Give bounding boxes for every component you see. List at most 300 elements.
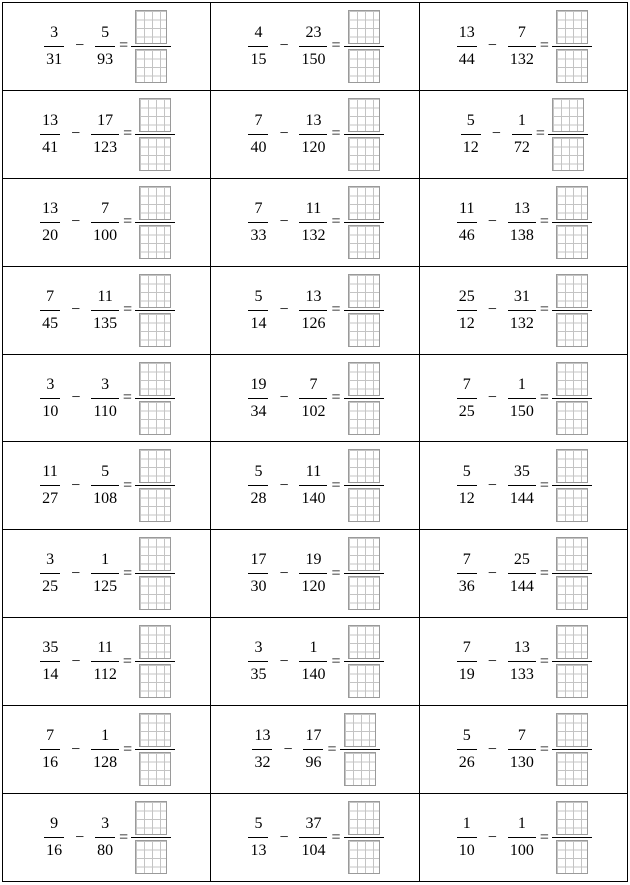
- first-denominator: 13: [250, 842, 267, 859]
- answer-denominator-grid[interactable]: [348, 137, 380, 171]
- second-numerator: 25: [513, 551, 530, 569]
- answer-numerator-grid[interactable]: [139, 449, 171, 483]
- answer-denominator-grid[interactable]: [139, 137, 171, 171]
- answer-fraction: [344, 362, 384, 435]
- second-numerator: 1: [101, 727, 110, 745]
- first-fraction: [248, 639, 268, 684]
- fraction-bar: [299, 573, 327, 574]
- first-numerator: 3: [46, 375, 55, 393]
- fraction-bar: [44, 837, 64, 838]
- answer-fraction-bar: [135, 398, 175, 399]
- second-fraction: [299, 112, 327, 157]
- answer-numerator-grid[interactable]: [139, 98, 171, 132]
- problem-cell: [419, 618, 627, 706]
- subtraction-problem: [3, 706, 210, 793]
- first-fraction: [248, 376, 268, 421]
- first-denominator: 28: [250, 490, 267, 508]
- first-numerator: 19: [250, 375, 267, 393]
- answer-numerator-grid[interactable]: [348, 362, 380, 396]
- second-denominator: 72: [513, 138, 530, 156]
- first-fraction: [248, 463, 268, 508]
- first-numerator: 5: [254, 815, 263, 832]
- answer-numerator-grid[interactable]: [556, 449, 588, 483]
- minus-sign: −: [283, 740, 293, 758]
- answer-numerator-grid[interactable]: [139, 625, 171, 659]
- answer-denominator-grid[interactable]: [552, 137, 584, 171]
- problem-cell: [211, 794, 419, 882]
- minus-sign: −: [279, 389, 289, 406]
- answer-fraction: [344, 449, 384, 522]
- answer-denominator-grid[interactable]: [139, 225, 171, 259]
- answer-fraction: [131, 10, 171, 83]
- fraction-bar: [508, 398, 536, 399]
- minus-sign: −: [279, 125, 289, 143]
- second-numerator: 37: [305, 815, 322, 832]
- answer-denominator-grid[interactable]: [556, 576, 588, 610]
- problem-row: [3, 178, 628, 266]
- answer-numerator-grid[interactable]: [139, 274, 171, 308]
- answer-denominator-grid[interactable]: [556, 49, 588, 83]
- subtraction-problem: [420, 618, 627, 705]
- answer-denominator-grid[interactable]: [139, 664, 171, 698]
- answer-denominator-grid[interactable]: [348, 225, 380, 259]
- first-numerator: 7: [462, 375, 471, 393]
- fraction-bar: [508, 837, 536, 838]
- answer-denominator-grid[interactable]: [135, 49, 167, 83]
- answer-fraction-bar: [552, 573, 592, 574]
- first-fraction: [457, 639, 477, 684]
- fraction-bar: [248, 573, 268, 574]
- equals-sign: =: [119, 828, 129, 846]
- answer-numerator-grid[interactable]: [556, 537, 588, 571]
- first-fraction: [457, 24, 477, 69]
- answer-fraction-bar: [344, 310, 384, 311]
- first-numerator: 3: [254, 639, 263, 657]
- answer-denominator-grid[interactable]: [556, 664, 588, 698]
- subtraction-problem: [420, 3, 627, 90]
- first-fraction: [457, 551, 477, 596]
- fraction-bar: [95, 837, 115, 838]
- answer-numerator-grid[interactable]: [348, 98, 380, 132]
- second-numerator: 7: [517, 727, 526, 745]
- answer-numerator-grid[interactable]: [139, 713, 171, 747]
- second-numerator: 13: [305, 111, 322, 129]
- equals-sign: =: [123, 564, 133, 582]
- second-fraction: [508, 376, 536, 421]
- answer-denominator-grid[interactable]: [556, 225, 588, 259]
- first-fraction: [248, 288, 268, 333]
- problem-cell: [419, 442, 627, 530]
- answer-numerator-grid[interactable]: [344, 713, 376, 747]
- equals-sign: =: [535, 125, 545, 143]
- second-fraction: [91, 112, 119, 157]
- answer-denominator-grid[interactable]: [348, 49, 380, 83]
- first-numerator: 7: [46, 287, 55, 305]
- problem-cell: [211, 3, 419, 91]
- answer-numerator-grid[interactable]: [556, 274, 588, 308]
- fraction-bar: [40, 749, 60, 750]
- second-fraction: [508, 288, 536, 333]
- answer-fraction-bar: [552, 222, 592, 223]
- answer-denominator-grid[interactable]: [556, 752, 588, 786]
- first-numerator: 1: [462, 815, 471, 832]
- equals-sign: =: [119, 37, 129, 55]
- first-denominator: 41: [42, 138, 59, 156]
- first-fraction: [44, 24, 64, 69]
- first-numerator: 7: [462, 551, 471, 569]
- problem-cell: [211, 90, 419, 178]
- answer-numerator-grid[interactable]: [556, 10, 588, 44]
- second-numerator: 7: [517, 23, 526, 41]
- answer-fraction: [552, 186, 592, 259]
- second-numerator: 1: [101, 551, 110, 569]
- fraction-bar: [248, 46, 268, 47]
- answer-denominator-grid[interactable]: [348, 576, 380, 610]
- second-fraction: [508, 463, 536, 508]
- first-fraction: [248, 24, 268, 69]
- first-fraction: [40, 639, 60, 684]
- second-fraction: [299, 376, 327, 421]
- minus-sign: −: [71, 740, 81, 758]
- fraction-bar: [40, 573, 60, 574]
- answer-denominator-grid[interactable]: [348, 401, 380, 435]
- minus-sign: −: [487, 476, 497, 494]
- second-numerator: 13: [513, 639, 530, 657]
- subtraction-problem: [3, 618, 210, 705]
- first-denominator: 40: [250, 138, 267, 156]
- subtraction-problem: [211, 91, 418, 178]
- first-fraction: [457, 288, 477, 333]
- answer-fraction: [344, 274, 384, 347]
- second-fraction: [91, 376, 118, 421]
- subtraction-problem: [211, 3, 418, 90]
- first-denominator: 12: [458, 490, 475, 508]
- fraction-bar: [457, 310, 477, 311]
- first-denominator: 32: [254, 754, 271, 772]
- first-numerator: 7: [254, 111, 263, 129]
- problem-cell: [419, 530, 627, 618]
- answer-fraction: [552, 10, 592, 83]
- answer-fraction: [344, 10, 384, 83]
- answer-denominator-grid[interactable]: [556, 401, 588, 435]
- problem-cell: [211, 354, 419, 442]
- second-fraction: [508, 727, 536, 772]
- problem-cell: [3, 178, 211, 266]
- fraction-bar: [508, 310, 536, 311]
- fraction-bar: [299, 485, 327, 486]
- fraction-bar: [508, 222, 536, 223]
- problem-row: [3, 794, 628, 882]
- problem-cell: [3, 266, 211, 354]
- answer-fraction: [552, 449, 592, 522]
- first-fraction: [457, 463, 477, 508]
- first-denominator: 31: [46, 50, 63, 68]
- second-fraction: [91, 288, 119, 333]
- equals-sign: =: [327, 740, 337, 758]
- problem-row: [3, 90, 628, 178]
- answer-denominator-grid[interactable]: [556, 313, 588, 347]
- answer-numerator-grid[interactable]: [348, 537, 380, 571]
- problem-cell: [3, 3, 211, 91]
- subtraction-problem: [3, 179, 210, 266]
- answer-fraction-bar: [548, 134, 588, 135]
- answer-numerator-grid[interactable]: [348, 625, 380, 659]
- worksheet-body: [3, 3, 628, 882]
- problem-row: [3, 618, 628, 706]
- answer-fraction-bar: [344, 134, 384, 135]
- fraction-bar: [248, 837, 268, 838]
- answer-numerator-grid[interactable]: [139, 537, 171, 571]
- subtraction-problem: [211, 442, 418, 529]
- answer-numerator-grid[interactable]: [135, 10, 167, 44]
- second-numerator: 11: [305, 463, 322, 481]
- fraction-bar: [299, 837, 327, 838]
- answer-numerator-grid[interactable]: [135, 801, 167, 835]
- first-fraction: [457, 200, 477, 245]
- answer-numerator-grid[interactable]: [556, 186, 588, 220]
- subtraction-problem: [3, 91, 210, 178]
- answer-numerator-grid[interactable]: [139, 362, 171, 396]
- subtraction-problem: [420, 530, 627, 617]
- minus-sign: −: [71, 652, 81, 670]
- answer-fraction: [552, 713, 592, 786]
- fraction-bar: [91, 661, 118, 662]
- minus-sign: −: [487, 740, 497, 758]
- second-denominator: 135: [93, 314, 118, 332]
- second-numerator: 1: [517, 815, 526, 832]
- second-fraction: [303, 727, 323, 772]
- fraction-bar: [461, 134, 481, 135]
- answer-numerator-grid[interactable]: [348, 274, 380, 308]
- second-fraction: [91, 463, 119, 508]
- subtraction-problem: [211, 267, 418, 354]
- minus-sign: −: [71, 301, 81, 319]
- first-denominator: 14: [42, 666, 59, 684]
- answer-denominator-grid[interactable]: [135, 840, 167, 874]
- first-numerator: 13: [458, 23, 475, 41]
- subtraction-problem: [211, 355, 418, 442]
- fraction-bar: [457, 837, 477, 838]
- answer-fraction-bar: [344, 661, 384, 662]
- answer-denominator-grid[interactable]: [139, 401, 171, 435]
- equals-sign: =: [331, 213, 341, 231]
- second-fraction: [508, 200, 536, 245]
- minus-sign: −: [487, 828, 497, 846]
- second-denominator: 132: [509, 314, 534, 332]
- answer-numerator-grid[interactable]: [556, 713, 588, 747]
- second-denominator: 150: [509, 402, 534, 420]
- first-numerator: 5: [254, 287, 263, 305]
- answer-fraction-bar: [552, 661, 592, 662]
- second-fraction: [91, 551, 119, 596]
- problem-cell: [419, 3, 627, 91]
- fraction-bar: [91, 398, 118, 399]
- answer-numerator-grid[interactable]: [348, 186, 380, 220]
- problem-cell: [211, 178, 419, 266]
- subtraction-problem: [420, 355, 627, 442]
- second-fraction: [91, 727, 119, 772]
- answer-numerator-grid[interactable]: [348, 801, 380, 835]
- answer-fraction: [135, 713, 175, 786]
- answer-fraction-bar: [552, 310, 592, 311]
- subtraction-problem: [3, 530, 210, 617]
- answer-denominator-grid[interactable]: [139, 752, 171, 786]
- answer-numerator-grid[interactable]: [139, 186, 171, 220]
- answer-denominator-grid[interactable]: [139, 488, 171, 522]
- problem-row: [3, 706, 628, 794]
- answer-numerator-grid[interactable]: [556, 801, 588, 835]
- answer-denominator-grid[interactable]: [344, 752, 376, 786]
- equals-sign: =: [539, 652, 549, 670]
- fraction-bar: [91, 310, 119, 311]
- fraction-bar: [91, 222, 119, 223]
- equals-sign: =: [331, 564, 341, 582]
- problem-row: [3, 3, 628, 91]
- answer-fraction-bar: [344, 398, 384, 399]
- fraction-bar: [299, 222, 327, 223]
- second-denominator: 112: [93, 666, 117, 684]
- equals-sign: =: [331, 652, 341, 670]
- answer-denominator-grid[interactable]: [348, 313, 380, 347]
- first-denominator: 19: [458, 666, 475, 684]
- answer-denominator-grid[interactable]: [348, 488, 380, 522]
- second-numerator: 11: [305, 199, 322, 217]
- second-fraction: [299, 24, 327, 69]
- first-fraction: [248, 200, 268, 245]
- problem-cell: [3, 530, 211, 618]
- first-denominator: 20: [42, 226, 59, 244]
- second-denominator: 130: [509, 754, 534, 772]
- minus-sign: −: [487, 213, 497, 231]
- first-denominator: 25: [42, 578, 59, 596]
- first-denominator: 10: [458, 842, 475, 859]
- minus-sign: −: [71, 389, 81, 406]
- fraction-bar: [95, 46, 115, 47]
- first-denominator: 15: [250, 50, 267, 68]
- equals-sign: =: [539, 564, 549, 582]
- fraction-bar: [508, 573, 536, 574]
- answer-fraction: [135, 625, 175, 698]
- equals-sign: =: [331, 125, 341, 143]
- answer-fraction: [135, 362, 175, 435]
- second-denominator: 138: [509, 226, 534, 244]
- first-numerator: 5: [462, 727, 471, 745]
- first-fraction: [40, 551, 60, 596]
- answer-denominator-grid[interactable]: [348, 664, 380, 698]
- fraction-bar: [91, 749, 119, 750]
- fraction-bar: [40, 485, 60, 486]
- subtraction-problem: [211, 530, 418, 617]
- second-fraction: [299, 463, 327, 508]
- answer-denominator-grid[interactable]: [556, 840, 588, 874]
- second-denominator: 150: [301, 50, 326, 68]
- equals-sign: =: [539, 389, 549, 406]
- equals-sign: =: [123, 213, 133, 231]
- second-denominator: 120: [301, 138, 326, 156]
- first-fraction: [457, 727, 477, 772]
- problem-row: [3, 442, 628, 530]
- equals-sign: =: [123, 301, 133, 319]
- first-fraction: [457, 376, 477, 421]
- answer-numerator-grid[interactable]: [552, 98, 584, 132]
- fraction-bar: [303, 749, 323, 750]
- second-numerator: 23: [305, 23, 322, 41]
- answer-fraction-bar: [135, 134, 175, 135]
- second-denominator: 140: [301, 666, 326, 684]
- problem-cell: [419, 178, 627, 266]
- first-denominator: 45: [42, 314, 59, 332]
- second-denominator: 140: [301, 490, 326, 508]
- answer-fraction: [135, 98, 175, 171]
- answer-denominator-grid[interactable]: [348, 840, 380, 874]
- answer-numerator-grid[interactable]: [348, 449, 380, 483]
- answer-denominator-grid[interactable]: [139, 576, 171, 610]
- second-fraction: [299, 200, 327, 245]
- fraction-bar: [457, 485, 477, 486]
- answer-fraction-bar: [344, 222, 384, 223]
- fraction-bar: [457, 398, 477, 399]
- answer-numerator-grid[interactable]: [348, 10, 380, 44]
- first-numerator: 5: [254, 463, 263, 481]
- equals-sign: =: [331, 389, 341, 406]
- first-denominator: 16: [42, 754, 59, 772]
- first-denominator: 26: [458, 754, 475, 772]
- equals-sign: =: [123, 476, 133, 494]
- first-numerator: 25: [458, 287, 475, 305]
- equals-sign: =: [539, 37, 549, 55]
- answer-numerator-grid[interactable]: [556, 625, 588, 659]
- minus-sign: −: [71, 476, 81, 494]
- minus-sign: −: [487, 389, 497, 406]
- first-fraction: [40, 112, 60, 157]
- first-numerator: 5: [462, 463, 471, 481]
- second-denominator: 123: [93, 138, 118, 156]
- fraction-bar: [508, 46, 536, 47]
- first-fraction: [40, 727, 60, 772]
- equals-sign: =: [539, 213, 549, 231]
- subtraction-problem: [3, 442, 210, 529]
- second-fraction: [299, 639, 327, 684]
- second-numerator: 11: [97, 639, 113, 657]
- first-fraction: [248, 551, 268, 596]
- answer-fraction: [552, 362, 592, 435]
- subtraction-problem: [211, 706, 418, 793]
- answer-fraction: [135, 186, 175, 259]
- problem-cell: [211, 266, 419, 354]
- subtraction-problem: [420, 794, 627, 881]
- fraction-bar: [299, 134, 327, 135]
- second-denominator: 144: [509, 490, 534, 508]
- fraction-bar: [457, 46, 477, 47]
- answer-denominator-grid[interactable]: [556, 488, 588, 522]
- minus-sign: −: [75, 828, 85, 846]
- fraction-bar: [248, 134, 268, 135]
- first-numerator: 11: [42, 463, 58, 481]
- answer-denominator-grid[interactable]: [139, 313, 171, 347]
- subtraction-problem: [420, 267, 627, 354]
- problem-cell: [211, 442, 419, 530]
- first-denominator: 12: [458, 314, 475, 332]
- first-numerator: 35: [42, 639, 59, 657]
- fraction-bar: [508, 485, 536, 486]
- minus-sign: −: [71, 213, 81, 231]
- minus-sign: −: [487, 652, 497, 670]
- answer-fraction-bar: [344, 573, 384, 574]
- equals-sign: =: [539, 740, 549, 758]
- answer-fraction: [552, 625, 592, 698]
- answer-numerator-grid[interactable]: [556, 362, 588, 396]
- answer-fraction-bar: [135, 222, 175, 223]
